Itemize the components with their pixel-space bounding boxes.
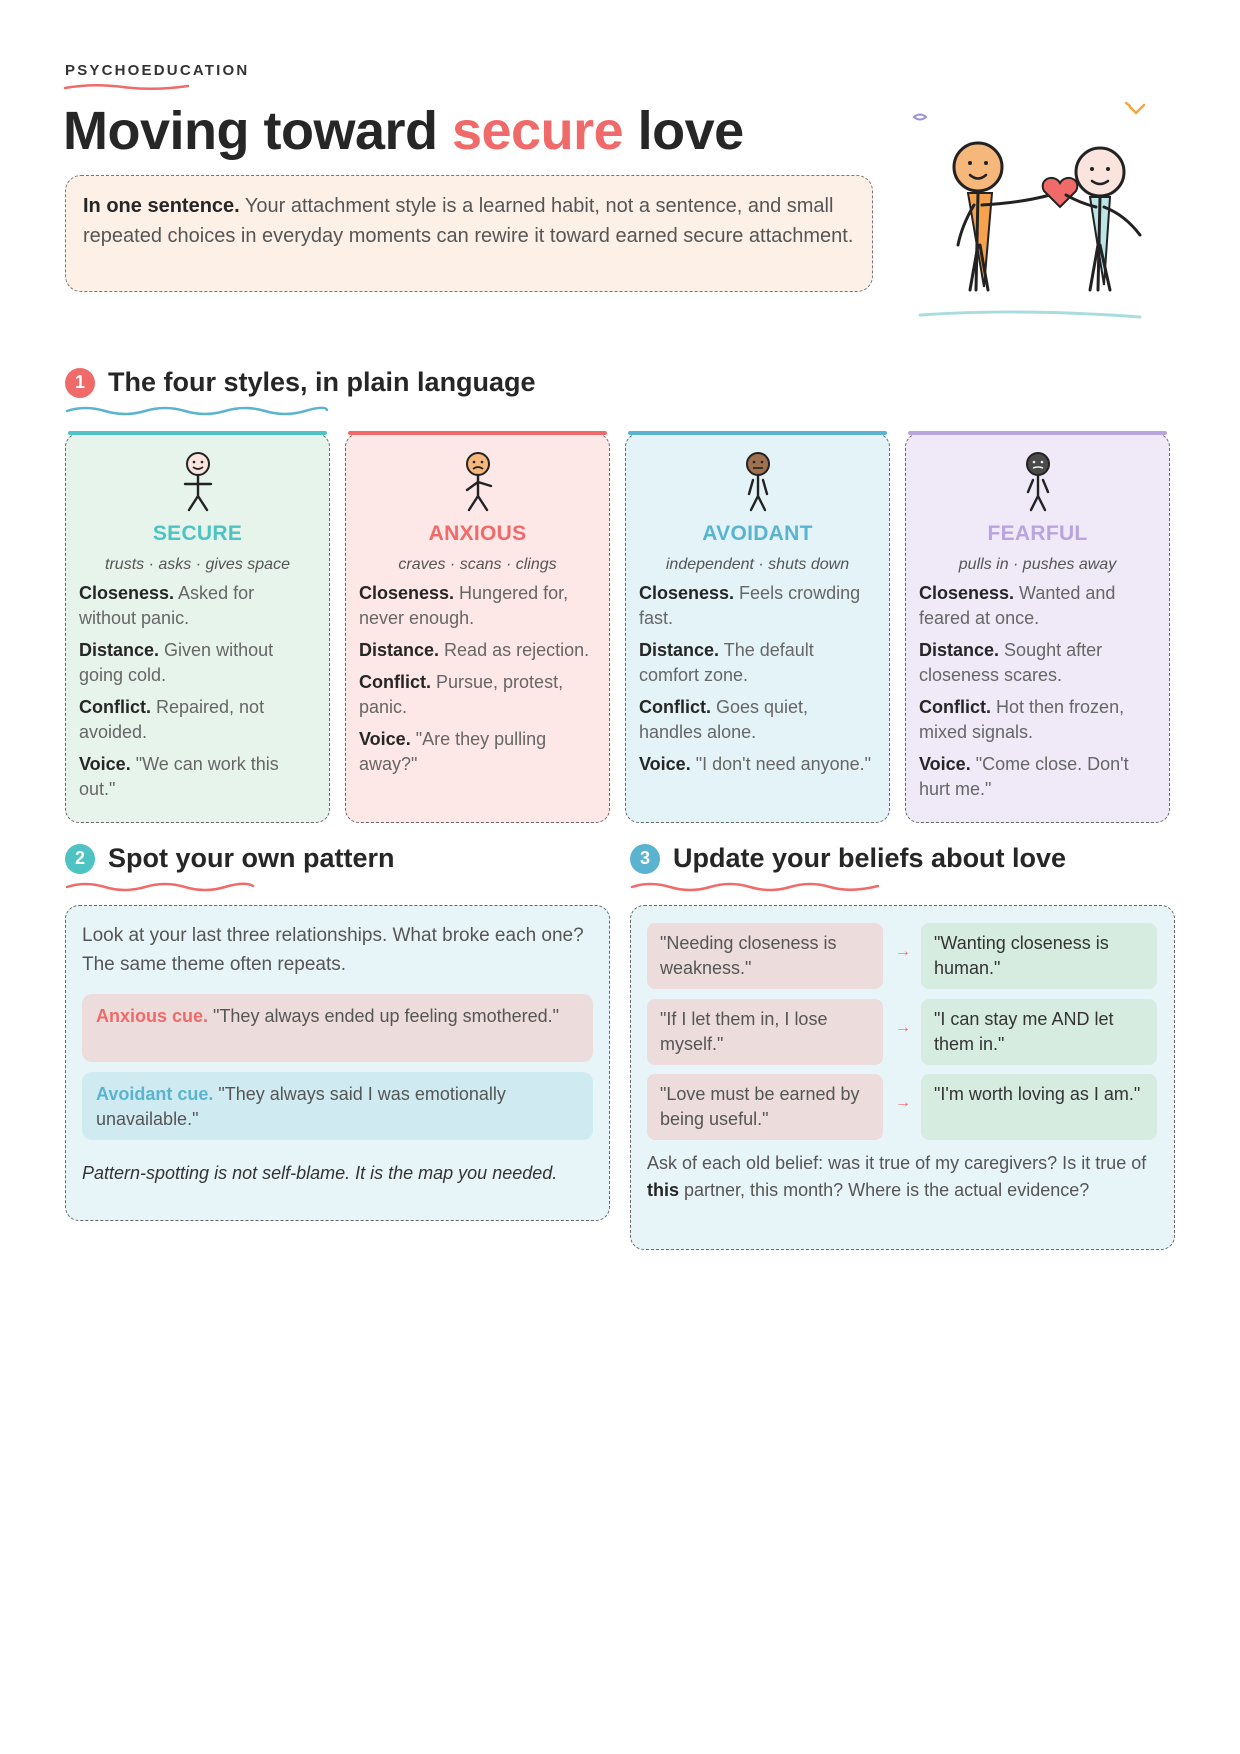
style-name: SECURE [152,522,243,545]
title-end: love [623,101,744,161]
distance-row: Distance. The default comfort zone. [639,640,814,685]
distance-row: Distance. Given without going cold. [79,640,274,685]
beliefs-panel [630,905,1175,1250]
pattern-panel [65,905,610,1221]
section-1-number: 1 [65,368,95,398]
old-belief: "If I let them in, I lose myself." [647,999,883,1065]
style-card-secure [65,433,330,823]
section-1-title: The four styles, in plain language [108,367,536,397]
avoidant-figure-icon [735,450,781,514]
section-2-title: Spot your own pattern [108,843,395,873]
voice-row: Voice. "I don't need anyone." [639,754,872,774]
fearful-figure-icon [1015,450,1061,514]
eyebrow: PSYCHOEDUCATION [65,62,250,79]
style-name: ANXIOUS [428,522,527,545]
anxious-cue-text: "They always ended up feeling smothered." [208,1006,560,1026]
style-card-anxious [345,433,610,823]
arrow-icon: → [895,1094,911,1111]
style-tagline: independent · shuts down [665,556,850,573]
secure-figure-icon [175,450,221,514]
section-3-underline [630,881,880,893]
section-3-title: Update your beliefs about love [673,843,1067,873]
page-title [63,100,744,162]
conflict-row: Conflict. Hot then frozen, mixed signals. [919,697,1125,742]
style-card-fearful [905,433,1170,823]
section-2-number: 2 [65,844,95,874]
section-2-heading [65,843,395,874]
section-1-heading [65,367,536,398]
title-start: Moving toward [63,101,452,161]
style-name: FEARFUL [987,522,1088,545]
section-3-heading [630,843,1066,874]
eyebrow-underline [63,82,193,92]
title-accent: secure [451,101,624,161]
style-tagline: craves · scans · clings [398,556,557,573]
style-card-avoidant [625,433,890,823]
section-2-underline [65,881,255,893]
new-belief: "I'm worth loving as I am." [921,1074,1157,1140]
new-belief: "I can stay me AND let them in." [921,999,1157,1065]
distance-row: Distance. Read as rejection. [359,640,590,660]
old-belief: "Needing closeness is weakness." [647,923,883,989]
conflict-row: Conflict. Repaired, not avoided. [79,697,265,742]
section-3-number: 3 [630,844,660,874]
closeness-row: Closeness. Hungered for, never enough. [359,583,569,628]
avoidant-cue-text: "They always said I was emotionally unavailable." [96,1084,506,1129]
anxious-cue [82,994,593,1062]
closeness-row: Closeness. Feels crowding fast. [639,583,861,628]
anxious-figure-icon [455,450,501,514]
summary-box [65,175,873,292]
pattern-note: Pattern-spotting is not self-blame. It is the map you needed. [82,1163,558,1183]
beliefs-closing: Ask of each old belief: was it true of my caregivers? Is it true of this partner, this month? Where is the actual evidence? [647,1153,1147,1200]
closeness-row: Closeness. Asked for without panic. [79,583,255,628]
anxious-cue-label: Anxious cue. [96,1006,209,1026]
summary-text: Your attachment style is a learned habit, not a sentence, and small repeated choices in everyday moments can rewire it toward earned secure attachment. [83,195,854,247]
avoidant-cue [82,1072,593,1140]
arrow-icon: → [895,1019,911,1036]
arrow-icon: → [895,943,911,960]
voice-row: Voice. "We can work this out." [79,754,279,799]
conflict-row: Conflict. Goes quiet, handles alone. [639,697,809,742]
summary-lead: In one sentence. [83,195,240,217]
style-name: AVOIDANT [702,522,813,545]
section-1-underline [65,405,330,417]
avoidant-cue-label: Avoidant cue. [96,1084,214,1104]
style-tagline: trusts · asks · gives space [105,556,290,573]
new-belief: "Wanting closeness is human." [921,923,1157,989]
old-belief: "Love must be earned by being useful." [647,1074,883,1140]
style-tagline: pulls in · pushes away [958,556,1117,573]
voice-row: Voice. "Come close. Don't hurt me." [919,754,1129,799]
conflict-row: Conflict. Pursue, protest, panic. [359,672,564,717]
couple-illustration [900,95,1160,335]
voice-row: Voice. "Are they pulling away?" [359,729,547,774]
pattern-intro: Look at your last three relationships. What broke each one? The same theme often repeats. [82,925,584,975]
closeness-row: Closeness. Wanted and feared at once. [919,583,1116,628]
distance-row: Distance. Sought after closeness scares. [919,640,1103,685]
